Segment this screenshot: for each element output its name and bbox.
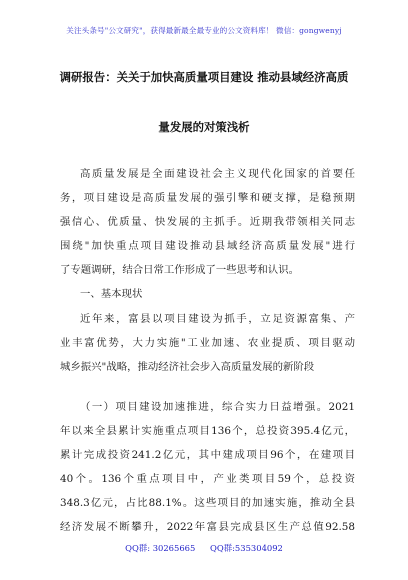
paragraph-1-line: 了专题调研，结合日常工作形成了一些思考和认识。 — [60, 264, 299, 276]
document-title-line-2: 量发展的对策浅析 — [158, 120, 250, 134]
paragraph-3-line: 40个。136个重点项目中，产业类项目59个，总投资 — [60, 473, 355, 485]
header-banner: 关注头条号"公文研究"，获得最新最全最专业的公文资料库！ 微信：gongwenyj — [66, 26, 342, 35]
paragraph-1-line: 围绕"加快重点项目建设推动县域经济高质量发展"进行 — [60, 240, 355, 252]
footer — [0, 542, 408, 554]
paragraph-2-line: 业丰富优势，大力实施"工业加速、农业提质、项目驱动 — [60, 337, 355, 349]
paragraph-3-line: 348.3亿元，占比88.1%。这些项目的加速实施，推动全县 — [60, 497, 355, 509]
paragraph-2-line: 近年来，富县以项目建设为抓手，立足资源富集、产 — [80, 313, 355, 325]
paragraph-1-line: 强信心、优质量、快发展的主抓手。近期我带领相关同志 — [60, 216, 355, 228]
paragraph-3-line: 累计完成投资241.2亿元，其中建成项目96个，在建项目 — [60, 449, 355, 461]
paragraph-1-line: 高质量发展是全面建设社会主义现代化国家的首要任 — [80, 168, 355, 180]
footer-qq-group-1: QQ群: 30265665 — [125, 543, 196, 553]
paragraph-3-line: （一）项目建设加速推进，综合实力日益增强。2021 — [80, 401, 355, 413]
paragraph-1-line: 务，项目建设是高质量发展的强引擎和硬支撑，是稳预期 — [60, 192, 355, 204]
section-heading: 一、基本现状 — [80, 288, 143, 300]
footer-qq-group-2: QQ群:535304092 — [210, 543, 283, 553]
paragraph-3-line: 年以来全县累计实施重点项目136个，总投资395.4亿元， — [60, 425, 355, 437]
paragraph-3-line: 经济发展不断攀升，2022年富县完成县区生产总值92.58 — [60, 521, 355, 533]
document-title-line-1: 调研报告：关关于加快高质量项目建设 推动县域经济高质 — [59, 70, 349, 84]
paragraph-2-line: 城乡振兴"战略，推动经济社会步入高质量发展的新阶段 — [60, 361, 315, 373]
